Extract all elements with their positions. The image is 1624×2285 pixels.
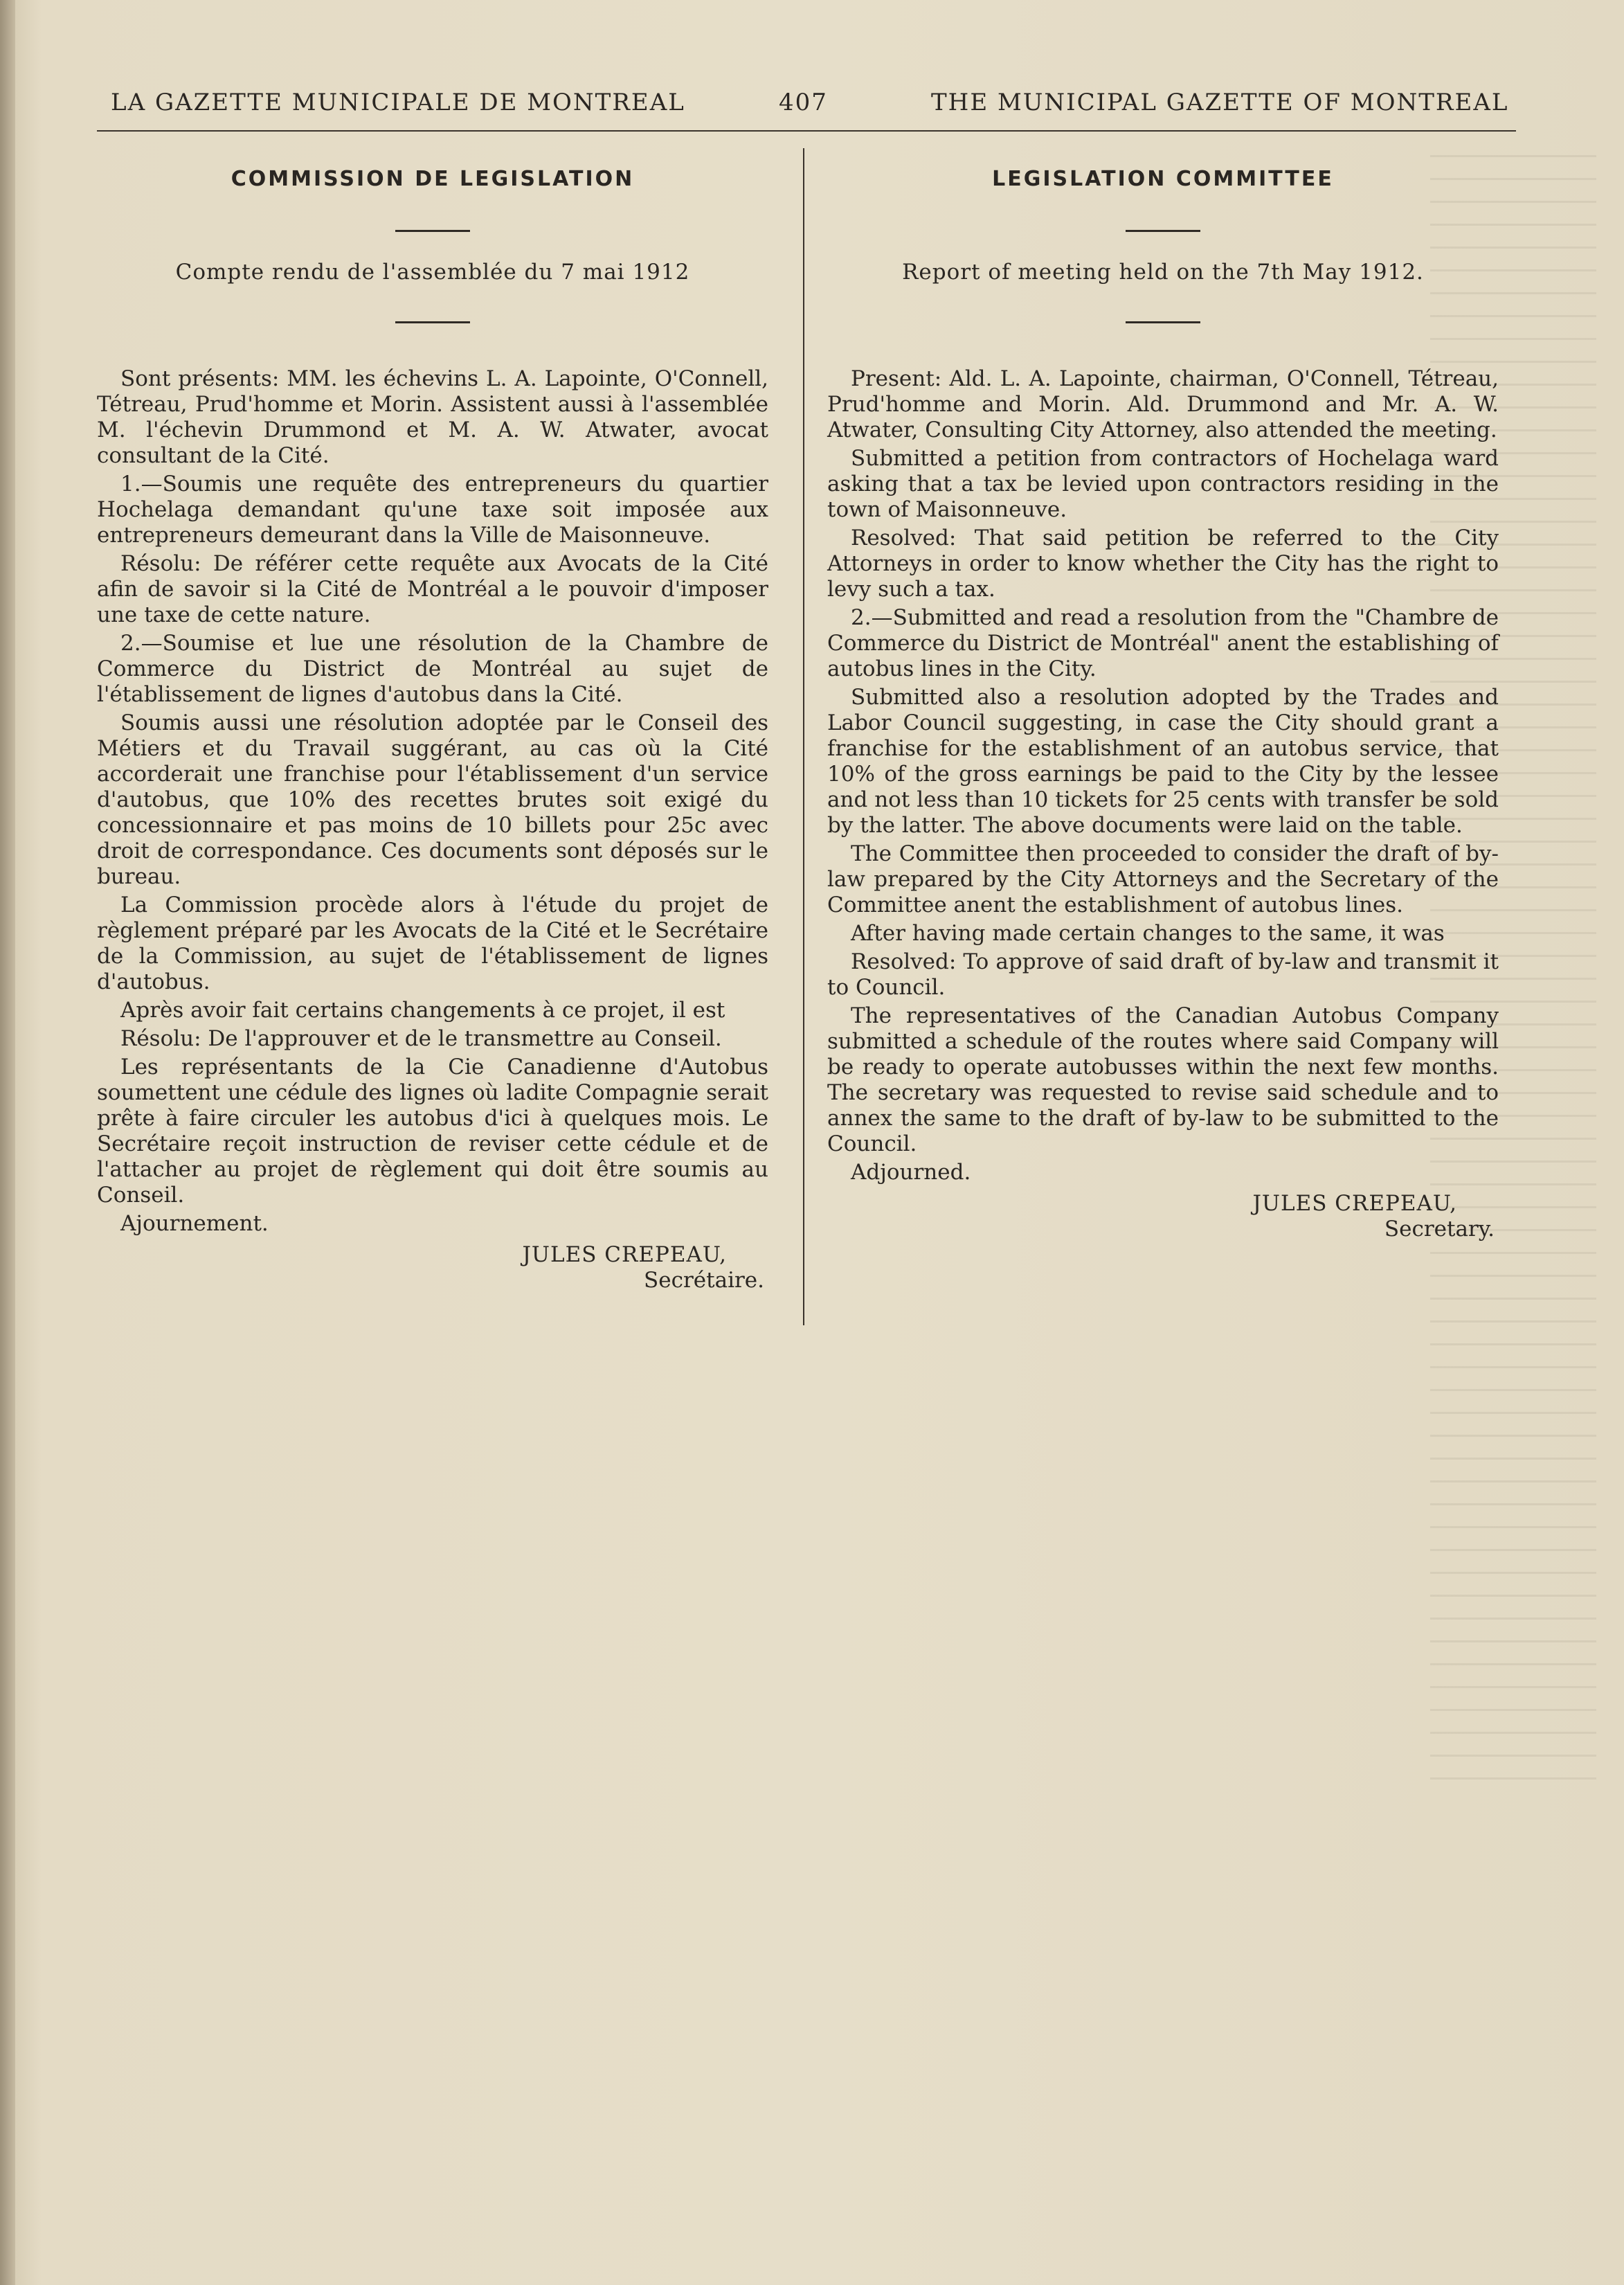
english-column bbox=[827, 166, 1499, 1242]
english-paragraph: Resolved: To approve of said draft of by-law and transmit it to Council. bbox=[827, 949, 1499, 1000]
french-column bbox=[97, 166, 768, 1293]
page-number: 407 bbox=[779, 89, 828, 116]
french-paragraph: Soumis aussi une résolution adoptée par le Conseil des Métiers et du Travail suggérant, au cas où la Cité accorderait une franchise pour l'établissement d'un service d'autobus, que 10% des recettes brutes soit exigé du concessionnaire et pas moins de 10 billets pour 25c avec droit de correspondance. Ces documents sont déposés sur le bureau. bbox=[97, 710, 768, 889]
english-adjourned: Adjourned. bbox=[851, 1160, 971, 1185]
english-section-title: LEGISLATION COMMITTEE bbox=[992, 167, 1334, 191]
header-french-title: LA GAZETTE MUNICIPALE DE MONTREAL bbox=[111, 89, 685, 116]
french-paragraph: 2.—Soumise et lue une résolution de la Chambre de Commerce du District de Montréal au sujet de l'établissement de lignes d'autobus dans la Cité. bbox=[97, 631, 768, 707]
english-paragraph: The Committee then proceeded to consider the draft of by-law prepared by the City Attorneys and the Secretary of the Committee anent the establishment of autobus lines. bbox=[827, 841, 1499, 917]
meeting-rule bbox=[1126, 321, 1200, 323]
french-paragraph: Résolu: De l'approuver et de le transmettre au Conseil. bbox=[120, 1026, 722, 1051]
page-binding-edge bbox=[0, 0, 15, 2285]
english-signature bbox=[827, 1191, 1499, 1242]
english-paragraph: The representatives of the Canadian Autobus Company submitted a schedule of the routes where said Company will be ready to operate autobusses within the next few months. The secretary was requested to revise said schedule and to annex the same to the draft of by-law to be submitted to the Council. bbox=[827, 1003, 1499, 1156]
title-rule bbox=[395, 230, 470, 232]
signature-name: JULES CREPEAU, bbox=[1252, 1191, 1457, 1216]
meeting-rule bbox=[395, 321, 470, 323]
signature-role: Secrétaire. bbox=[644, 1268, 764, 1293]
french-paragraph: 1.—Soumis une requête des entrepreneurs du quartier Hochelaga demandant qu'une taxe soit imposée aux entrepreneurs demeurant dans la Ville de Maisonneuve. bbox=[97, 472, 768, 548]
french-section-title: COMMISSION DE LEGISLATION bbox=[231, 167, 635, 191]
english-paragraph: 2.—Submitted and read a resolution from the "Chambre de Commerce du District de Montréal" anent the establishing of autobus lines in the City. bbox=[827, 605, 1499, 681]
french-paragraph: Résolu: De référer cette requête aux Avocats de la Cité afin de savoir si la Cité de Montréal a le pouvoir d'imposer une taxe de cette nature. bbox=[97, 551, 768, 627]
title-rule bbox=[1126, 230, 1200, 232]
french-meeting-line: Compte rendu de l'assemblée du 7 mai 1912 bbox=[175, 260, 690, 285]
signature-name: JULES CREPEAU, bbox=[522, 1242, 727, 1267]
french-paragraph: Les représentants de la Cie Canadienne d'Autobus soumettent une cédule des lignes où ladite Compagnie serait prête à faire circuler les autobus d'ici à quelques mois. Le Secrétaire reçoit instruction de reviser cette cédule et de l'attacher au projet de règlement qui doit être soumis au Conseil. bbox=[97, 1055, 768, 1208]
header-rule bbox=[97, 130, 1516, 132]
header-english-title: THE MUNICIPAL GAZETTE OF MONTREAL bbox=[931, 89, 1509, 116]
english-paragraph: Present: Ald. L. A. Lapointe, chairman, O'Connell, Tétreau, Prud'homme and Morin. Ald. Drummond and Mr. A. W. Atwater, Consulting City Attorney, also attended the meeting. bbox=[827, 366, 1499, 442]
french-adjourned: Ajournement. bbox=[120, 1211, 269, 1236]
english-paragraph: Submitted also a resolution adopted by the Trades and Labor Council suggesting, in case the City should grant a franchise for the establishment of an autobus service, that 10% of the gross earnings be paid to the City by the lessee and not less than 10 tickets for 25 cents with transfer be sold by the latter. The above documents were laid on the table. bbox=[827, 685, 1499, 838]
running-header bbox=[97, 89, 1516, 130]
english-minutes bbox=[827, 366, 1499, 1242]
english-paragraph: Resolved: That said petition be referred to the City Attorneys in order to know whether the City has the right to levy such a tax. bbox=[827, 526, 1499, 602]
signature-role: Secretary. bbox=[1384, 1217, 1495, 1242]
french-paragraph: Après avoir fait certains changements à ce projet, il est bbox=[120, 998, 725, 1023]
english-meeting-line: Report of meeting held on the 7th May 1912. bbox=[902, 260, 1424, 285]
french-paragraph: La Commission procède alors à l'étude du projet de règlement préparé par les Avocats de la Cité et le Secrétaire de la Commission, au sujet de l'établissement de lignes d'autobus. bbox=[97, 893, 768, 994]
english-paragraph: After having made certain changes to the same, it was bbox=[851, 921, 1445, 946]
column-divider bbox=[803, 148, 804, 1325]
french-signature bbox=[97, 1242, 768, 1293]
french-paragraph: Sont présents: MM. les échevins L. A. Lapointe, O'Connell, Tétreau, Prud'homme et Morin. Assistent aussi à l'assemblée M. l'échevin Drummond et M. A. W. Atwater, avocat consultant de la Cité. bbox=[97, 366, 768, 468]
english-paragraph: Submitted a petition from contractors of Hochelaga ward asking that a tax be levied upon contractors residing in the town of Maisonneuve. bbox=[827, 446, 1499, 522]
french-minutes bbox=[97, 366, 768, 1293]
